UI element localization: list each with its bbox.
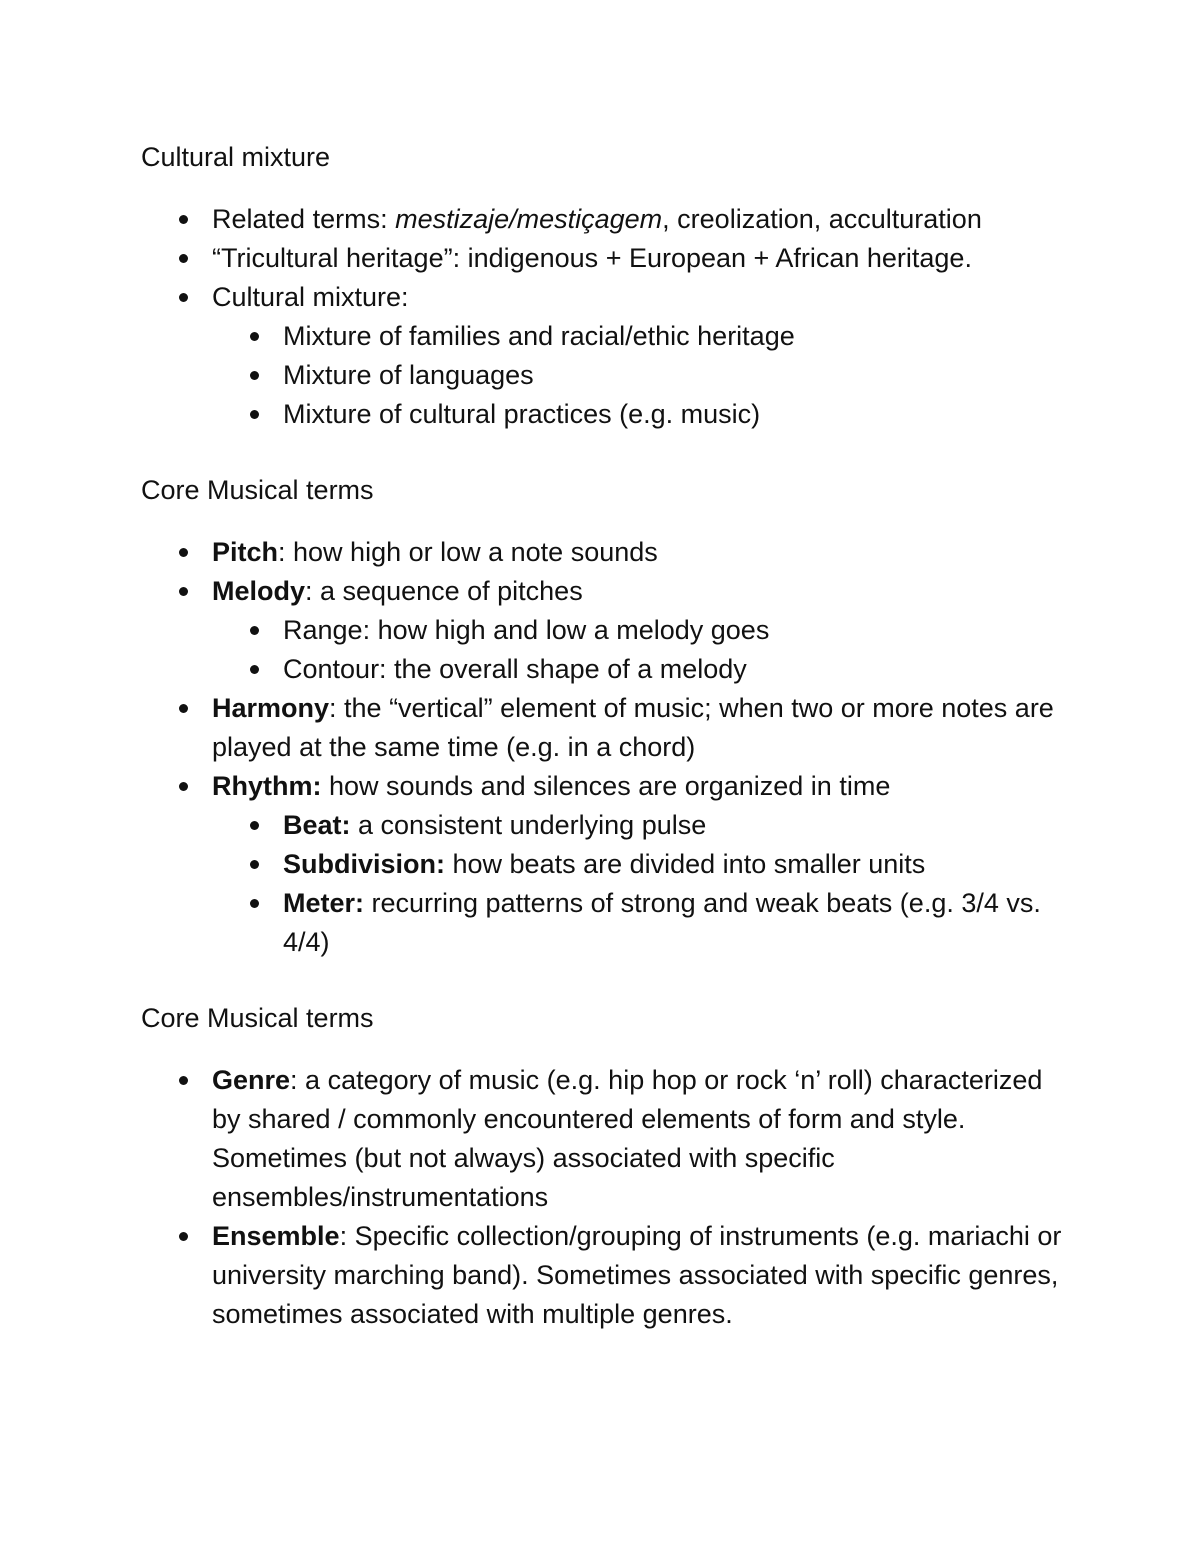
bullet-icon [179,1232,188,1241]
item-text: Related terms: [212,204,396,234]
item-text: how beats are divided into smaller units [445,849,926,879]
section-heading: Core Musical terms [141,475,374,505]
item-text: Mixture of families and racial/ethic heritage [283,321,795,351]
bullet-icon [179,704,188,713]
item-text: recurring patterns of strong and weak beats (e.g. 3/4 vs. 4/4) [283,888,1041,957]
bullet-icon [179,1076,188,1085]
bullet-icon [250,860,259,869]
term-label: Meter: [283,888,365,918]
sub-list-item [141,611,1071,650]
bullet-icon [250,371,259,380]
term-label: Subdivision: [283,849,445,879]
list-item [141,572,1071,611]
document-page [141,138,1071,1371]
term-label: Beat: [283,810,351,840]
italic-text: mestizaje/mestiçagem [395,204,663,234]
bullet-icon [250,821,259,830]
bullet-icon [250,665,259,674]
list-item [141,278,1071,317]
bullet-icon [250,332,259,341]
term-label: Melody [212,576,306,606]
list-item [141,767,1071,806]
item-text: : the “vertical” element of music; when two or more notes are played at the same time (e.g. in a chord) [212,693,1054,762]
term-label: Harmony [212,693,330,723]
item-text: Cultural mixture: [212,282,409,312]
sub-list-item [141,845,1071,884]
item-text: : how high or low a note sounds [278,537,658,567]
item-text: : a category of music (e.g. hip hop or rock ‘n’ roll) characterized by shared / commonly encountered elements of form and style. Sometimes (but not always) associated with specific ensembles/instrumentations [212,1065,1043,1212]
item-text: “Tricultural heritage”: indigenous + European + African heritage. [212,243,972,273]
item-text: , creolization, acculturation [662,204,982,234]
bullet-icon [179,587,188,596]
list-item [141,1217,1071,1334]
sub-list-item [141,317,1071,356]
list-item [141,239,1071,278]
bullet-icon [179,215,188,224]
item-text: : a sequence of pitches [305,576,583,606]
item-text: Mixture of languages [283,360,534,390]
bullet-icon [179,548,188,557]
section [141,999,1071,1334]
list-item [141,689,1071,767]
bullet-icon [250,410,259,419]
sub-list-item [141,806,1071,845]
section-heading: Core Musical terms [141,1003,374,1033]
bullet-icon [250,626,259,635]
term-label: Rhythm: [212,771,322,801]
term-label: Pitch [212,537,279,567]
list-item [141,533,1071,572]
sub-list-item [141,650,1071,689]
bullet-icon [179,782,188,791]
item-text: Contour: the overall shape of a melody [283,654,747,684]
term-label: Ensemble [212,1221,340,1251]
bullet-list [141,200,1071,434]
item-text: Range: how high and low a melody goes [283,615,770,645]
bullet-icon [179,254,188,263]
list-item [141,200,1071,239]
list-item [141,1061,1071,1217]
term-label: Genre [212,1065,291,1095]
section [141,138,1071,434]
item-text: a consistent underlying pulse [350,810,707,840]
section-heading: Cultural mixture [141,142,331,172]
sub-list-item [141,884,1071,962]
sub-list-item [141,395,1071,434]
section [141,471,1071,962]
bullet-icon [179,293,188,302]
sub-list-item [141,356,1071,395]
bullet-icon [250,899,259,908]
item-text: Mixture of cultural practices (e.g. music) [283,399,761,429]
bullet-list [141,1061,1071,1334]
item-text: how sounds and silences are organized in time [321,771,891,801]
bullet-list [141,533,1071,962]
item-text: : Specific collection/grouping of instruments (e.g. mariachi or university marching band). Sometimes associated with specific genres, sometimes associated with multiple genres. [212,1221,1062,1329]
